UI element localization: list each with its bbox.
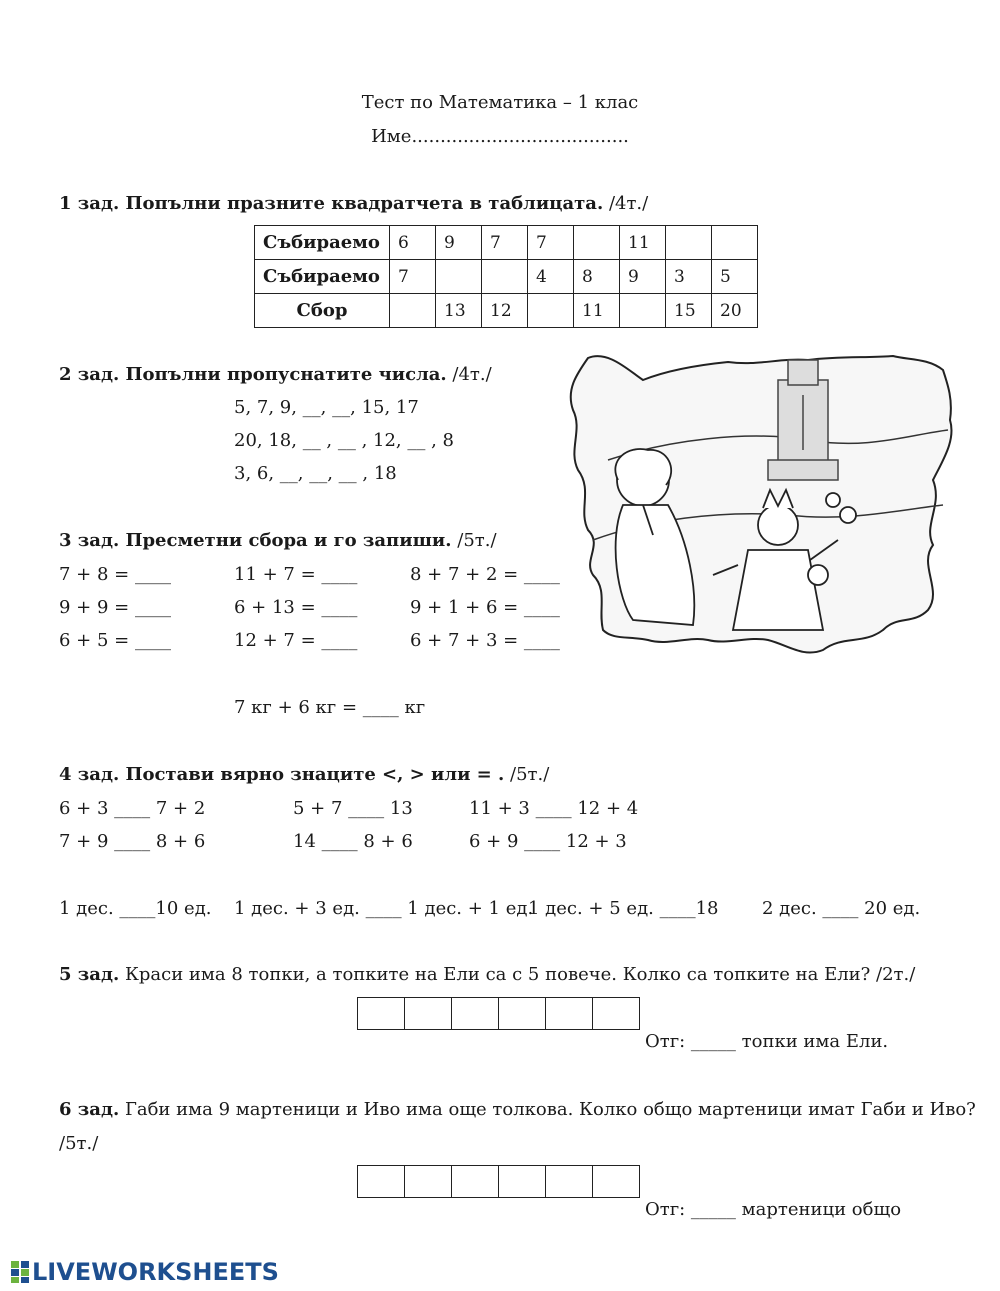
table-cell: 13 (436, 294, 482, 328)
comparison: 14 ____ 8 + 6 (293, 831, 413, 852)
equation: 6 + 5 = ____ (59, 630, 171, 651)
answer-box[interactable] (499, 998, 546, 1029)
table-cell[interactable] (482, 260, 528, 294)
table-cell: 3 (666, 260, 712, 294)
answer-box[interactable] (405, 998, 452, 1029)
table-cell: 12 (482, 294, 528, 328)
units-comparison: 1 дес. ____10 ед. (59, 898, 212, 919)
table-row (255, 260, 758, 294)
table-cell: 20 (712, 294, 758, 328)
equation: 6 + 13 = ____ (234, 597, 358, 618)
sequence-line: 20, 18, __ , __ , 12, __ , 8 (234, 430, 454, 451)
answer-box[interactable] (452, 1166, 499, 1197)
table-cell: 11 (620, 226, 666, 260)
answer-box[interactable] (593, 1166, 639, 1197)
task6-heading: 6 зад. Габи има 9 мартеници и Иво има още толкова. Колко общо мартеници имат Габи и Иво? (59, 1099, 976, 1120)
answer-line: Отг: _____ топки има Ели. (645, 1031, 889, 1052)
table-cell: 5 (712, 260, 758, 294)
sum-table (254, 225, 758, 328)
table-cell[interactable] (436, 260, 482, 294)
comparison: 6 + 9 ____ 12 + 3 (469, 831, 627, 852)
name-line: Име...................................... (371, 126, 629, 147)
answer-line: Отг: _____ мартеници общо (645, 1199, 902, 1220)
answer-boxes[interactable] (357, 997, 640, 1030)
row-header: Събираемо (255, 226, 390, 260)
comparison: 7 + 9 ____ 8 + 6 (59, 831, 206, 852)
units-comparison: 2 дес. ____ 20 ед. (762, 898, 921, 919)
liveworksheets-logo[interactable] (10, 1258, 279, 1286)
answer-box[interactable] (546, 998, 593, 1029)
table-cell: 7 (482, 226, 528, 260)
answer-boxes[interactable] (357, 1165, 640, 1198)
bulgaria-map-illustration (548, 340, 978, 670)
table-cell[interactable] (574, 226, 620, 260)
answer-box[interactable] (499, 1166, 546, 1197)
logo-icon (10, 1260, 30, 1284)
equation: 7 + 8 = ____ (59, 564, 171, 585)
row-header: Сбор (255, 294, 390, 328)
comparison: 5 + 7 ____ 13 (293, 798, 413, 819)
task4-heading: 4 зад. Постави вярно знаците <, > или = . /5т./ (59, 764, 550, 785)
table-cell: 9 (620, 260, 666, 294)
table-cell: 4 (528, 260, 574, 294)
logo-text: LIVEWORKSHEETS (32, 1258, 279, 1286)
table-cell: 11 (574, 294, 620, 328)
table-cell: 7 (390, 260, 436, 294)
answer-box[interactable] (358, 998, 405, 1029)
table-cell[interactable] (390, 294, 436, 328)
equation: 9 + 1 + 6 = ____ (410, 597, 560, 618)
table-cell[interactable] (620, 294, 666, 328)
equation: 6 + 7 + 3 = ____ (410, 630, 560, 651)
equation: 9 + 9 = ____ (59, 597, 171, 618)
equation: 11 + 7 = ____ (234, 564, 358, 585)
answer-box[interactable] (358, 1166, 405, 1197)
sequence-line: 3, 6, __, __, __ , 18 (234, 463, 397, 484)
table-row (255, 294, 758, 328)
comparison: 11 + 3 ____ 12 + 4 (469, 798, 639, 819)
table-cell[interactable] (528, 294, 574, 328)
table-row (255, 226, 758, 260)
task6-points: /5т./ (59, 1133, 99, 1154)
answer-box[interactable] (593, 998, 639, 1029)
equation: 12 + 7 = ____ (234, 630, 358, 651)
table-cell: 7 (528, 226, 574, 260)
units-comparison: 1 дес. + 5 ед. ____18 (528, 898, 719, 919)
task5-heading: 5 зад. Краси има 8 топки, а топките на Ели са с 5 повече. Колко са топките на Ели? /2т./ (59, 964, 916, 985)
task1-heading: 1 зад. Попълни празните квадратчета в таблицата. /4т./ (59, 193, 649, 214)
equation: 8 + 7 + 2 = ____ (410, 564, 560, 585)
table-cell: 8 (574, 260, 620, 294)
table-cell: 15 (666, 294, 712, 328)
weight-equation: 7 кг + 6 кг = ____ кг (234, 697, 426, 718)
answer-box[interactable] (546, 1166, 593, 1197)
table-cell[interactable] (666, 226, 712, 260)
task2-heading: 2 зад. Попълни пропуснатите числа. /4т./ (59, 364, 492, 385)
answer-box[interactable] (452, 998, 499, 1029)
answer-box[interactable] (405, 1166, 452, 1197)
row-header: Събираемо (255, 260, 390, 294)
sequence-line: 5, 7, 9, __, __, 15, 17 (234, 397, 419, 418)
page-title: Тест по Математика – 1 клас (361, 92, 639, 113)
table-cell: 9 (436, 226, 482, 260)
comparison: 6 + 3 ____ 7 + 2 (59, 798, 206, 819)
units-comparison: 1 дес. + 3 ед. ____ 1 дес. + 1 ед. (234, 898, 534, 919)
task3-heading: 3 зад. Пресметни сбора и го запиши. /5т./ (59, 530, 497, 551)
table-cell[interactable] (712, 226, 758, 260)
table-cell: 6 (390, 226, 436, 260)
